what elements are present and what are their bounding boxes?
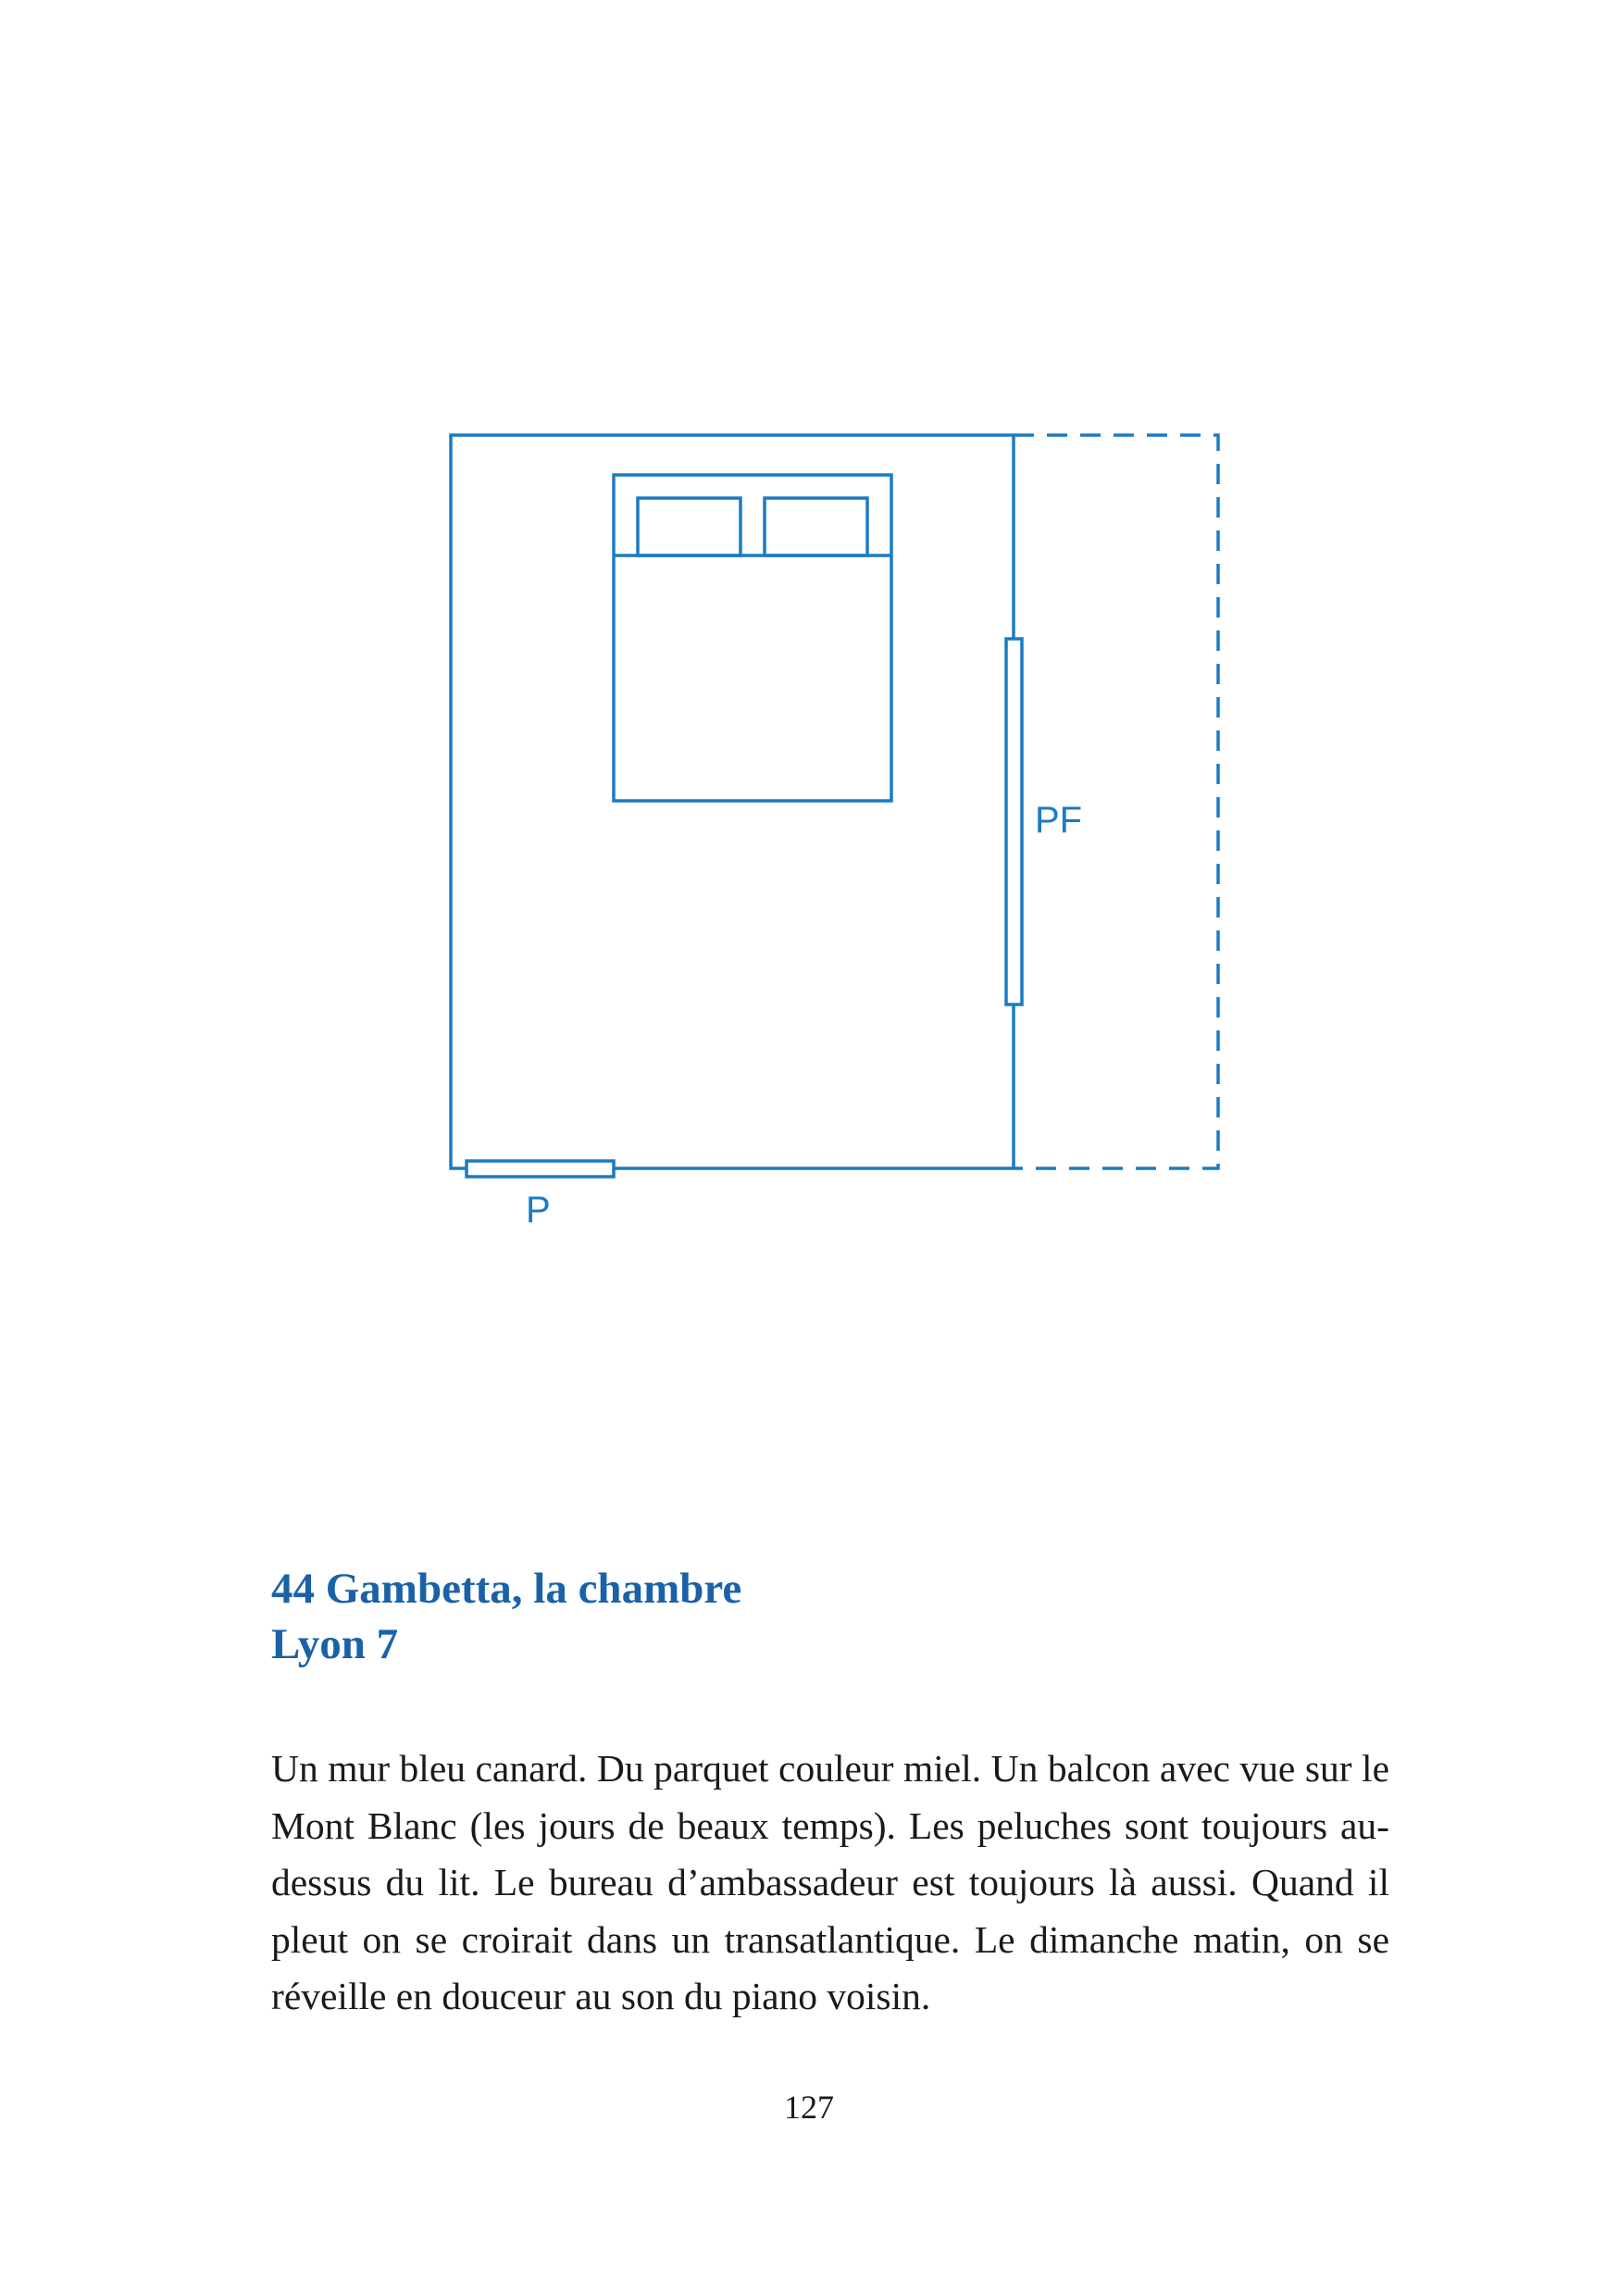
- door-label: P: [526, 1190, 551, 1230]
- pillow-right: [765, 498, 867, 555]
- pillow-left: [638, 498, 741, 555]
- heading-title: 44 Gambetta, la chambre: [271, 1565, 742, 1613]
- chapter-heading: [271, 1561, 1400, 1672]
- bed: [614, 475, 891, 801]
- french-window: [1006, 639, 1022, 1004]
- door: [467, 1161, 614, 1177]
- body-paragraph: Un mur bleu canard. Du parquet couleur miel. Un balcon avec vue sur le Mont Blanc (les jours de beaux temps). Les peluches sont toujours au-dessus du lit. Le bureau d’ambassadeur est toujours là aussi. Quand il pleut on se croirait dans un transatlantique. Le dimanche matin, on se réveille en douceur au son du piano voisin.: [271, 1747, 1389, 2017]
- page-number: 127: [784, 2089, 834, 2126]
- heading-subtitle: Lyon 7: [271, 1620, 399, 1668]
- french-window-label: PF: [1035, 800, 1083, 841]
